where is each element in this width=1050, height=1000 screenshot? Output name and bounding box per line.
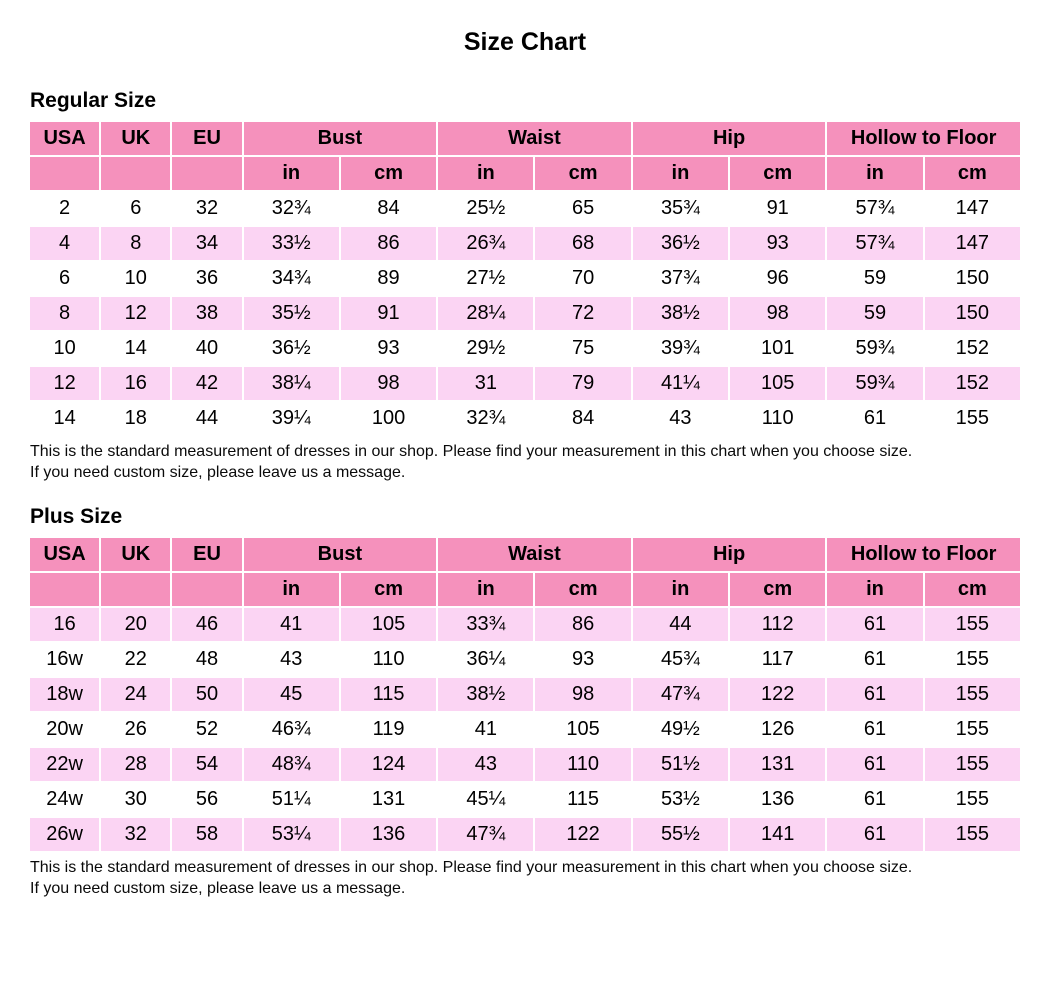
- size-cell: 22w: [29, 747, 100, 782]
- size-cell: 155: [924, 677, 1021, 712]
- unit-header-cm: cm: [729, 572, 826, 607]
- size-cell: 4: [29, 226, 100, 261]
- size-cell: 65: [534, 191, 631, 226]
- size-cell: 39¾: [632, 331, 729, 366]
- table-row: [29, 191, 1021, 226]
- size-cell: 33½: [243, 226, 340, 261]
- size-cell: 29½: [437, 331, 534, 366]
- size-cell: 14: [100, 331, 171, 366]
- size-cell: 98: [340, 366, 437, 401]
- size-cell: 35¾: [632, 191, 729, 226]
- section-title-regular: Regular Size: [30, 88, 157, 112]
- size-cell: 32¾: [243, 191, 340, 226]
- size-cell: 46¾: [243, 712, 340, 747]
- size-cell: 40: [171, 331, 242, 366]
- size-cell: 136: [340, 817, 437, 852]
- size-cell: 32¾: [437, 401, 534, 436]
- size-cell: 117: [729, 642, 826, 677]
- size-cell: 10: [100, 261, 171, 296]
- unit-header-cm: cm: [729, 156, 826, 191]
- size-cell: 61: [826, 607, 923, 642]
- size-cell: 131: [340, 782, 437, 817]
- size-cell: 155: [924, 817, 1021, 852]
- size-cell: 16w: [29, 642, 100, 677]
- size-cell: 59¾: [826, 331, 923, 366]
- size-cell: 52: [171, 712, 242, 747]
- unit-header-cm: cm: [924, 156, 1021, 191]
- size-cell: 68: [534, 226, 631, 261]
- size-cell: 110: [729, 401, 826, 436]
- size-cell: 41: [437, 712, 534, 747]
- size-cell: 37¾: [632, 261, 729, 296]
- unit-header-in: in: [437, 572, 534, 607]
- empty-header-cell: [29, 156, 100, 191]
- size-cell: 110: [534, 747, 631, 782]
- table-row: [29, 296, 1021, 331]
- size-cell: 89: [340, 261, 437, 296]
- size-cell: 112: [729, 607, 826, 642]
- size-cell: 75: [534, 331, 631, 366]
- unit-header-cm: cm: [340, 156, 437, 191]
- size-cell: 55½: [632, 817, 729, 852]
- table-header: [29, 537, 1021, 607]
- table-header: [29, 121, 1021, 191]
- unit-header-in: in: [632, 572, 729, 607]
- size-cell: 124: [340, 747, 437, 782]
- size-cell: 105: [534, 712, 631, 747]
- size-cell: 6: [100, 191, 171, 226]
- size-cell: 38¼: [243, 366, 340, 401]
- empty-header-cell: [171, 156, 242, 191]
- size-cell: 10: [29, 331, 100, 366]
- size-cell: 24w: [29, 782, 100, 817]
- size-cell: 84: [340, 191, 437, 226]
- column-header-hollow-to-floor: Hollow to Floor: [826, 537, 1021, 572]
- size-cell: 122: [729, 677, 826, 712]
- size-cell: 147: [924, 191, 1021, 226]
- size-cell: 34¾: [243, 261, 340, 296]
- size-cell: 18w: [29, 677, 100, 712]
- size-cell: 136: [729, 782, 826, 817]
- size-cell: 14: [29, 401, 100, 436]
- empty-header-cell: [171, 572, 242, 607]
- size-cell: 86: [534, 607, 631, 642]
- unit-header-cm: cm: [924, 572, 1021, 607]
- size-cell: 24: [100, 677, 171, 712]
- size-chart-page: [0, 28, 1050, 899]
- size-cell: 119: [340, 712, 437, 747]
- size-cell: 31: [437, 366, 534, 401]
- size-cell: 22: [100, 642, 171, 677]
- note-text: [30, 441, 1022, 483]
- size-cell: 53½: [632, 782, 729, 817]
- size-cell: 50: [171, 677, 242, 712]
- size-cell: 38½: [632, 296, 729, 331]
- size-cell: 26: [100, 712, 171, 747]
- size-cell: 152: [924, 331, 1021, 366]
- size-cell: 28: [100, 747, 171, 782]
- table-row: [29, 607, 1021, 642]
- unit-header-row: [29, 572, 1021, 607]
- table-row: [29, 366, 1021, 401]
- size-cell: 16: [29, 607, 100, 642]
- size-cell: 91: [340, 296, 437, 331]
- size-cell: 38½: [437, 677, 534, 712]
- size-cell: 8: [100, 226, 171, 261]
- size-cell: 30: [100, 782, 171, 817]
- size-cell: 38: [171, 296, 242, 331]
- size-cell: 155: [924, 401, 1021, 436]
- size-cell: 25½: [437, 191, 534, 226]
- size-cell: 35½: [243, 296, 340, 331]
- size-cell: 26w: [29, 817, 100, 852]
- size-cell: 61: [826, 677, 923, 712]
- empty-header-cell: [100, 572, 171, 607]
- size-cell: 155: [924, 712, 1021, 747]
- size-cell: 79: [534, 366, 631, 401]
- size-cell: 32: [171, 191, 242, 226]
- column-header-usa: USA: [29, 121, 100, 156]
- size-cell: 131: [729, 747, 826, 782]
- size-cell: 45: [243, 677, 340, 712]
- size-cell: 28¼: [437, 296, 534, 331]
- size-cell: 6: [29, 261, 100, 296]
- table-row: [29, 677, 1021, 712]
- size-cell: 101: [729, 331, 826, 366]
- size-cell: 115: [340, 677, 437, 712]
- size-cell: 41: [243, 607, 340, 642]
- unit-header-in: in: [243, 156, 340, 191]
- table-row: [29, 817, 1021, 852]
- column-header-uk: UK: [100, 537, 171, 572]
- table-row: [29, 642, 1021, 677]
- size-cell: 41¼: [632, 366, 729, 401]
- unit-header-in: in: [632, 156, 729, 191]
- column-header-eu: EU: [171, 121, 242, 156]
- size-cell: 36¼: [437, 642, 534, 677]
- size-cell: 51½: [632, 747, 729, 782]
- note-line-2: If you need custom size, please leave us a message.: [30, 464, 406, 481]
- size-cell: 16: [100, 366, 171, 401]
- size-cell: 86: [340, 226, 437, 261]
- size-cell: 36: [171, 261, 242, 296]
- size-cell: 18: [100, 401, 171, 436]
- size-cell: 20w: [29, 712, 100, 747]
- size-cell: 36½: [632, 226, 729, 261]
- size-cell: 43: [243, 642, 340, 677]
- size-cell: 57¾: [826, 191, 923, 226]
- size-cell: 105: [729, 366, 826, 401]
- size-cell: 45¾: [632, 642, 729, 677]
- unit-header-cm: cm: [534, 156, 631, 191]
- size-cell: 93: [534, 642, 631, 677]
- size-cell: 61: [826, 782, 923, 817]
- note-line-2: If you need custom size, please leave us a message.: [30, 880, 406, 898]
- size-cell: 93: [729, 226, 826, 261]
- size-cell: 70: [534, 261, 631, 296]
- unit-header-in: in: [437, 156, 534, 191]
- unit-header-in: in: [826, 572, 923, 607]
- column-header-bust: Bust: [243, 537, 438, 572]
- size-cell: 43: [437, 747, 534, 782]
- size-table-regular: [28, 120, 1022, 437]
- size-cell: 2: [29, 191, 100, 226]
- table-row: [29, 226, 1021, 261]
- size-cell: 155: [924, 782, 1021, 817]
- size-cell: 115: [534, 782, 631, 817]
- size-cell: 61: [826, 712, 923, 747]
- size-table-plus: [28, 536, 1022, 853]
- size-cell: 96: [729, 261, 826, 296]
- page-title: Size Chart: [463, 28, 587, 56]
- empty-header-cell: [29, 572, 100, 607]
- size-cell: 93: [340, 331, 437, 366]
- empty-header-cell: [100, 156, 171, 191]
- size-cell: 12: [29, 366, 100, 401]
- size-cell: 91: [729, 191, 826, 226]
- size-cell: 72: [534, 296, 631, 331]
- size-cell: 155: [924, 607, 1021, 642]
- group-header-row: [29, 537, 1021, 572]
- size-cell: 152: [924, 366, 1021, 401]
- size-cell: 12: [100, 296, 171, 331]
- size-cell: 27½: [437, 261, 534, 296]
- size-cell: 26¾: [437, 226, 534, 261]
- size-cell: 122: [534, 817, 631, 852]
- size-cell: 44: [632, 607, 729, 642]
- column-header-uk: UK: [100, 121, 171, 156]
- size-cell: 32: [100, 817, 171, 852]
- size-cell: 56: [171, 782, 242, 817]
- unit-header-cm: cm: [340, 572, 437, 607]
- size-cell: 57¾: [826, 226, 923, 261]
- column-header-eu: EU: [171, 537, 242, 572]
- size-cell: 126: [729, 712, 826, 747]
- size-cell: 42: [171, 366, 242, 401]
- size-cell: 150: [924, 296, 1021, 331]
- column-header-bust: Bust: [243, 121, 438, 156]
- column-header-waist: Waist: [437, 537, 632, 572]
- column-header-hollow-to-floor: Hollow to Floor: [826, 121, 1021, 156]
- size-cell: 54: [171, 747, 242, 782]
- size-cell: 44: [171, 401, 242, 436]
- note-line-1: This is the standard measurement of dresses in our shop. Please find your measurement in this chart when you choose size.: [30, 442, 913, 460]
- size-cell: 48¾: [243, 747, 340, 782]
- size-cell: 61: [826, 747, 923, 782]
- size-cell: 59: [826, 296, 923, 331]
- size-cell: 59: [826, 261, 923, 296]
- unit-header-cm: cm: [534, 572, 631, 607]
- size-cell: 48: [171, 642, 242, 677]
- size-cell: 49½: [632, 712, 729, 747]
- column-header-waist: Waist: [437, 121, 632, 156]
- column-header-usa: USA: [29, 537, 100, 572]
- table-row: [29, 782, 1021, 817]
- column-header-hip: Hip: [632, 121, 827, 156]
- size-cell: 53¼: [243, 817, 340, 852]
- size-cell: 98: [729, 296, 826, 331]
- size-cell: 105: [340, 607, 437, 642]
- group-header-row: [29, 121, 1021, 156]
- unit-header-in: in: [826, 156, 923, 191]
- size-cell: 20: [100, 607, 171, 642]
- table-row: [29, 401, 1021, 436]
- table-row: [29, 331, 1021, 366]
- size-cell: 33¾: [437, 607, 534, 642]
- size-cell: 61: [826, 642, 923, 677]
- size-cell: 51¼: [243, 782, 340, 817]
- size-cell: 84: [534, 401, 631, 436]
- section-title-plus: Plus Size: [30, 505, 123, 529]
- size-cell: 98: [534, 677, 631, 712]
- size-cell: 59¾: [826, 366, 923, 401]
- size-cell: 141: [729, 817, 826, 852]
- size-cell: 36½: [243, 331, 340, 366]
- unit-header-row: [29, 156, 1021, 191]
- size-cell: 34: [171, 226, 242, 261]
- size-cell: 110: [340, 642, 437, 677]
- size-cell: 61: [826, 817, 923, 852]
- size-cell: 8: [29, 296, 100, 331]
- size-cell: 47¾: [632, 677, 729, 712]
- note-line-1: This is the standard measurement of dresses in our shop. Please find your measurement in this chart when you choose size.: [30, 859, 913, 877]
- size-cell: 155: [924, 642, 1021, 677]
- size-cell: 150: [924, 261, 1021, 296]
- size-cell: 43: [632, 401, 729, 436]
- size-cell: 100: [340, 401, 437, 436]
- note-text: [30, 857, 1022, 899]
- unit-header-in: in: [243, 572, 340, 607]
- column-header-hip: Hip: [632, 537, 827, 572]
- size-cell: 147: [924, 226, 1021, 261]
- size-cell: 39¼: [243, 401, 340, 436]
- table-row: [29, 712, 1021, 747]
- size-cell: 45¼: [437, 782, 534, 817]
- table-row: [29, 747, 1021, 782]
- table-row: [29, 261, 1021, 296]
- size-cell: 58: [171, 817, 242, 852]
- size-cell: 61: [826, 401, 923, 436]
- size-cell: 46: [171, 607, 242, 642]
- size-cell: 47¾: [437, 817, 534, 852]
- size-cell: 155: [924, 747, 1021, 782]
